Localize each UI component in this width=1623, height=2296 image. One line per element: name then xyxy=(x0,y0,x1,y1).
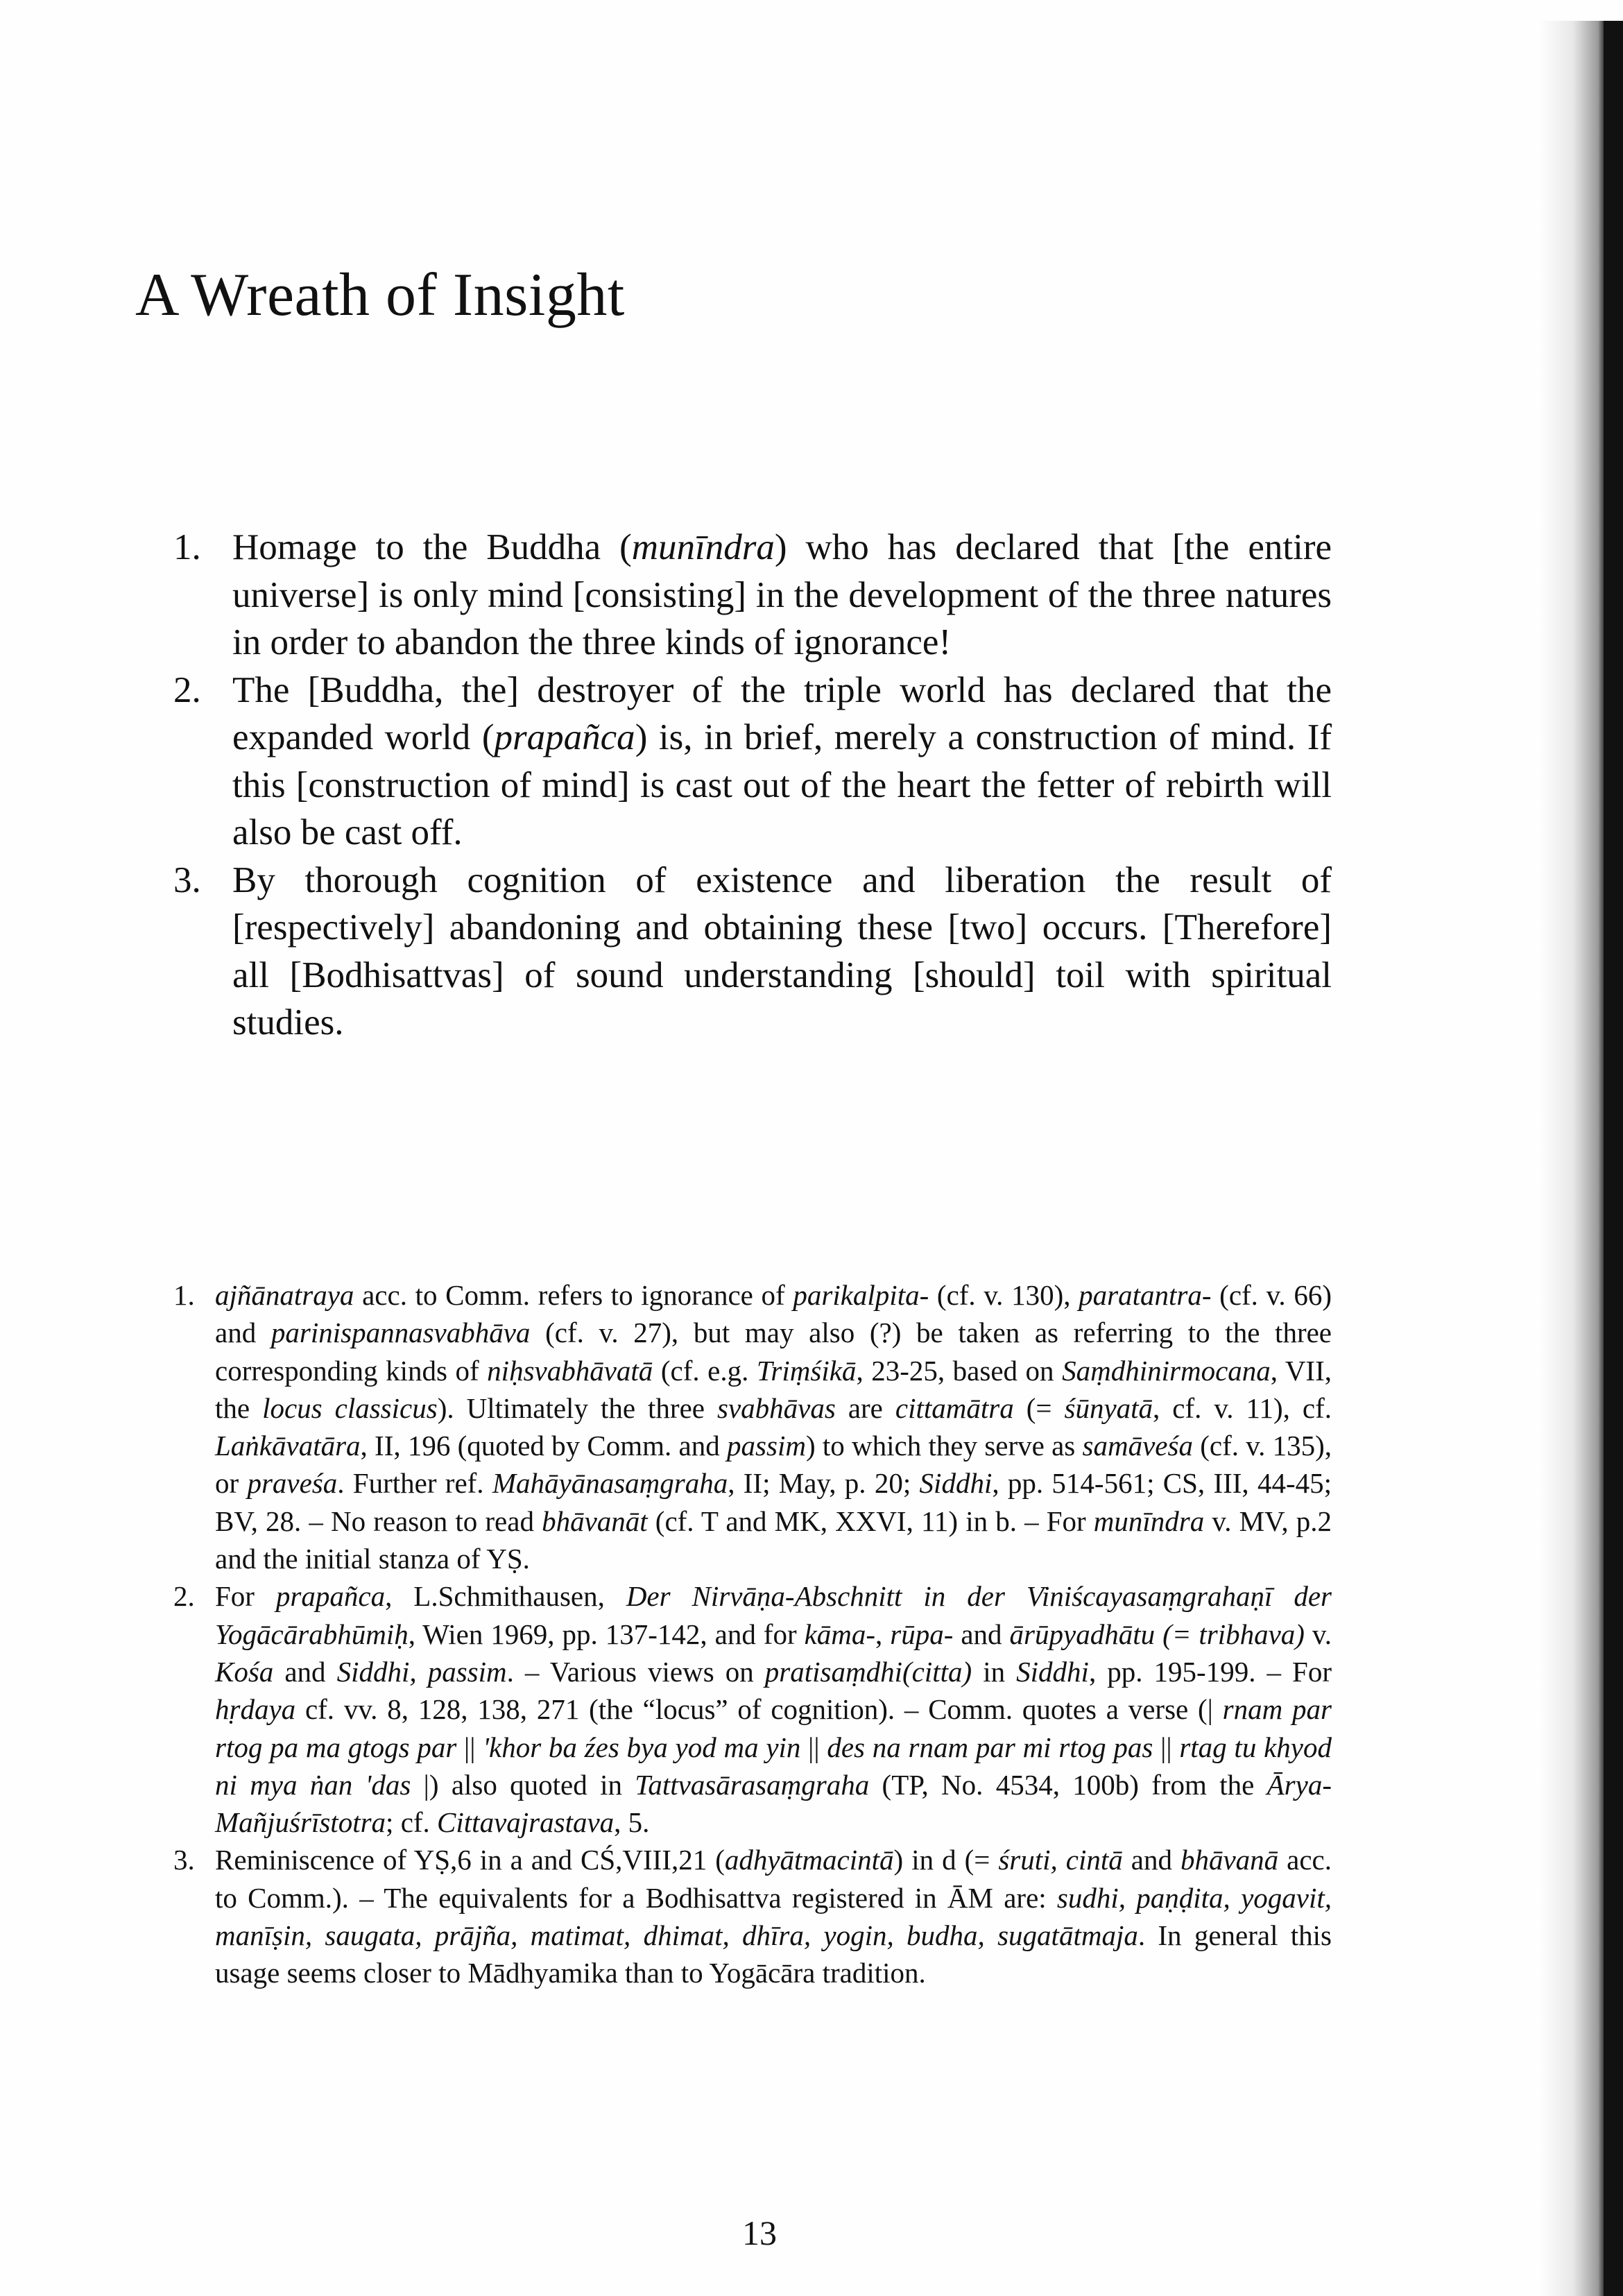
verse-text: By thorough cognition of existence and liberation the result of [respectively] abandoning and obtaining these [two] occurs. [Therefore] all [Bodhisattvas] of sound understanding [should] toil with spiritual studies. xyxy=(232,859,1332,1043)
verse-text: The [Buddha, the] destroyer of the triple world has declared that the expanded world (prapañca) is, in brief, merely a construction of mind. If this [construction of mind] is cast out of the heart the fetter of rebirth will also be cast off. xyxy=(232,669,1332,853)
verse-number: 3. xyxy=(173,859,201,900)
verse-number: 1. xyxy=(173,527,201,567)
verse-2 xyxy=(173,667,1332,857)
page-title: A Wreath of Insight xyxy=(135,262,625,329)
footnotes xyxy=(173,1276,1332,1992)
verse-3 xyxy=(173,857,1332,1047)
footnote-number: 2. xyxy=(173,1580,195,1613)
footnote-text: For prapañca, L.Schmithausen, Der Nirvāṇa-Abschnitt in der Viniścayasaṃgrahaṇī der Yogācārabhūmiḥ, Wien 1969, pp. 137-142, and for kāma-, rūpa- and ārūpyadhātu (= tribhava) v. Kośa and Siddhi, passim. – Various views on pratisaṃdhi(citta) in Siddhi, pp. 195-199. – For hṛdaya cf. vv. 8, 128, 138, 271 (the “locus” of cognition). – Comm. quotes a verse (| rnam par rtog pa ma gtogs par || 'khor ba źes bya yod ma yin || des na rnam par mi rtog pas || rtag tu khyod ni mya ṅan 'das |) also quoted in Tattvasārasaṃgraha (TP, No. 4534, 100b) from the Ārya-Mañjuśrīstotra; cf. Cittavajrastava, 5. xyxy=(215,1580,1332,1839)
footnote-3 xyxy=(173,1841,1332,1991)
verses xyxy=(173,524,1332,1047)
footnote-text: ajñānatraya acc. to Comm. refers to ignorance of parikalpita- (cf. v. 130), paratantra- (cf. v. 66) and parinispannasvabhāva (cf. v. 27), but may also (?) be taken as referring to the three corresponding kinds of niḥsvabhāvatā (cf. e.g. Triṃśikā, 23-25, based on Saṃdhinirmocana, VII, the locus classicus). Ultimately the three svabhāvas are cittamātra (= śūnyatā, cf. v. 11), cf. Laṅkāvatāra, II, 196 (quoted by Comm. and passim) to which they serve as samāveśa (cf. v. 135), or praveśa. Further ref. Mahāyānasaṃgraha, II; May, p. 20; Siddhi, pp. 514-561; CS, III, 44-45; BV, 28. – No reason to read bhāvanāt (cf. T and MK, XXVI, 11) in b. – For munīndra v. MV, p.2 and the initial stanza of YṢ. xyxy=(215,1279,1332,1575)
page-number: 13 xyxy=(742,2213,777,2252)
footnote-number: 3. xyxy=(173,1844,195,1876)
footnote-number: 1. xyxy=(173,1279,195,1311)
footnote-2 xyxy=(173,1577,1332,1841)
verse-1 xyxy=(173,524,1332,667)
verse-number: 2. xyxy=(173,669,201,710)
verse-text: Homage to the Buddha (munīndra) who has declared that [the entire universe] is only mind [consisting] in the development of the three natures in order to abandon the three kinds of ignorance! xyxy=(232,527,1332,662)
footnote-text: Reminiscence of YṢ,6 in a and CŚ,VIII,21 (adhyātmacintā) in d (= śruti, cintā and bhāvanā acc. to Comm.). – The equivalents for a Bodhisattva registered in ĀM are: sudhi, paṇḍita, yogavit, manīṣin, saugata, prājña, matimat, dhimat, dhīra, yogin, budha, sugatātmaja. In general this usage seems closer to Mādhyamika than to Yogācāra tradition. xyxy=(215,1844,1332,1989)
footnote-1 xyxy=(173,1276,1332,1577)
scan-edge xyxy=(1604,21,1623,2296)
